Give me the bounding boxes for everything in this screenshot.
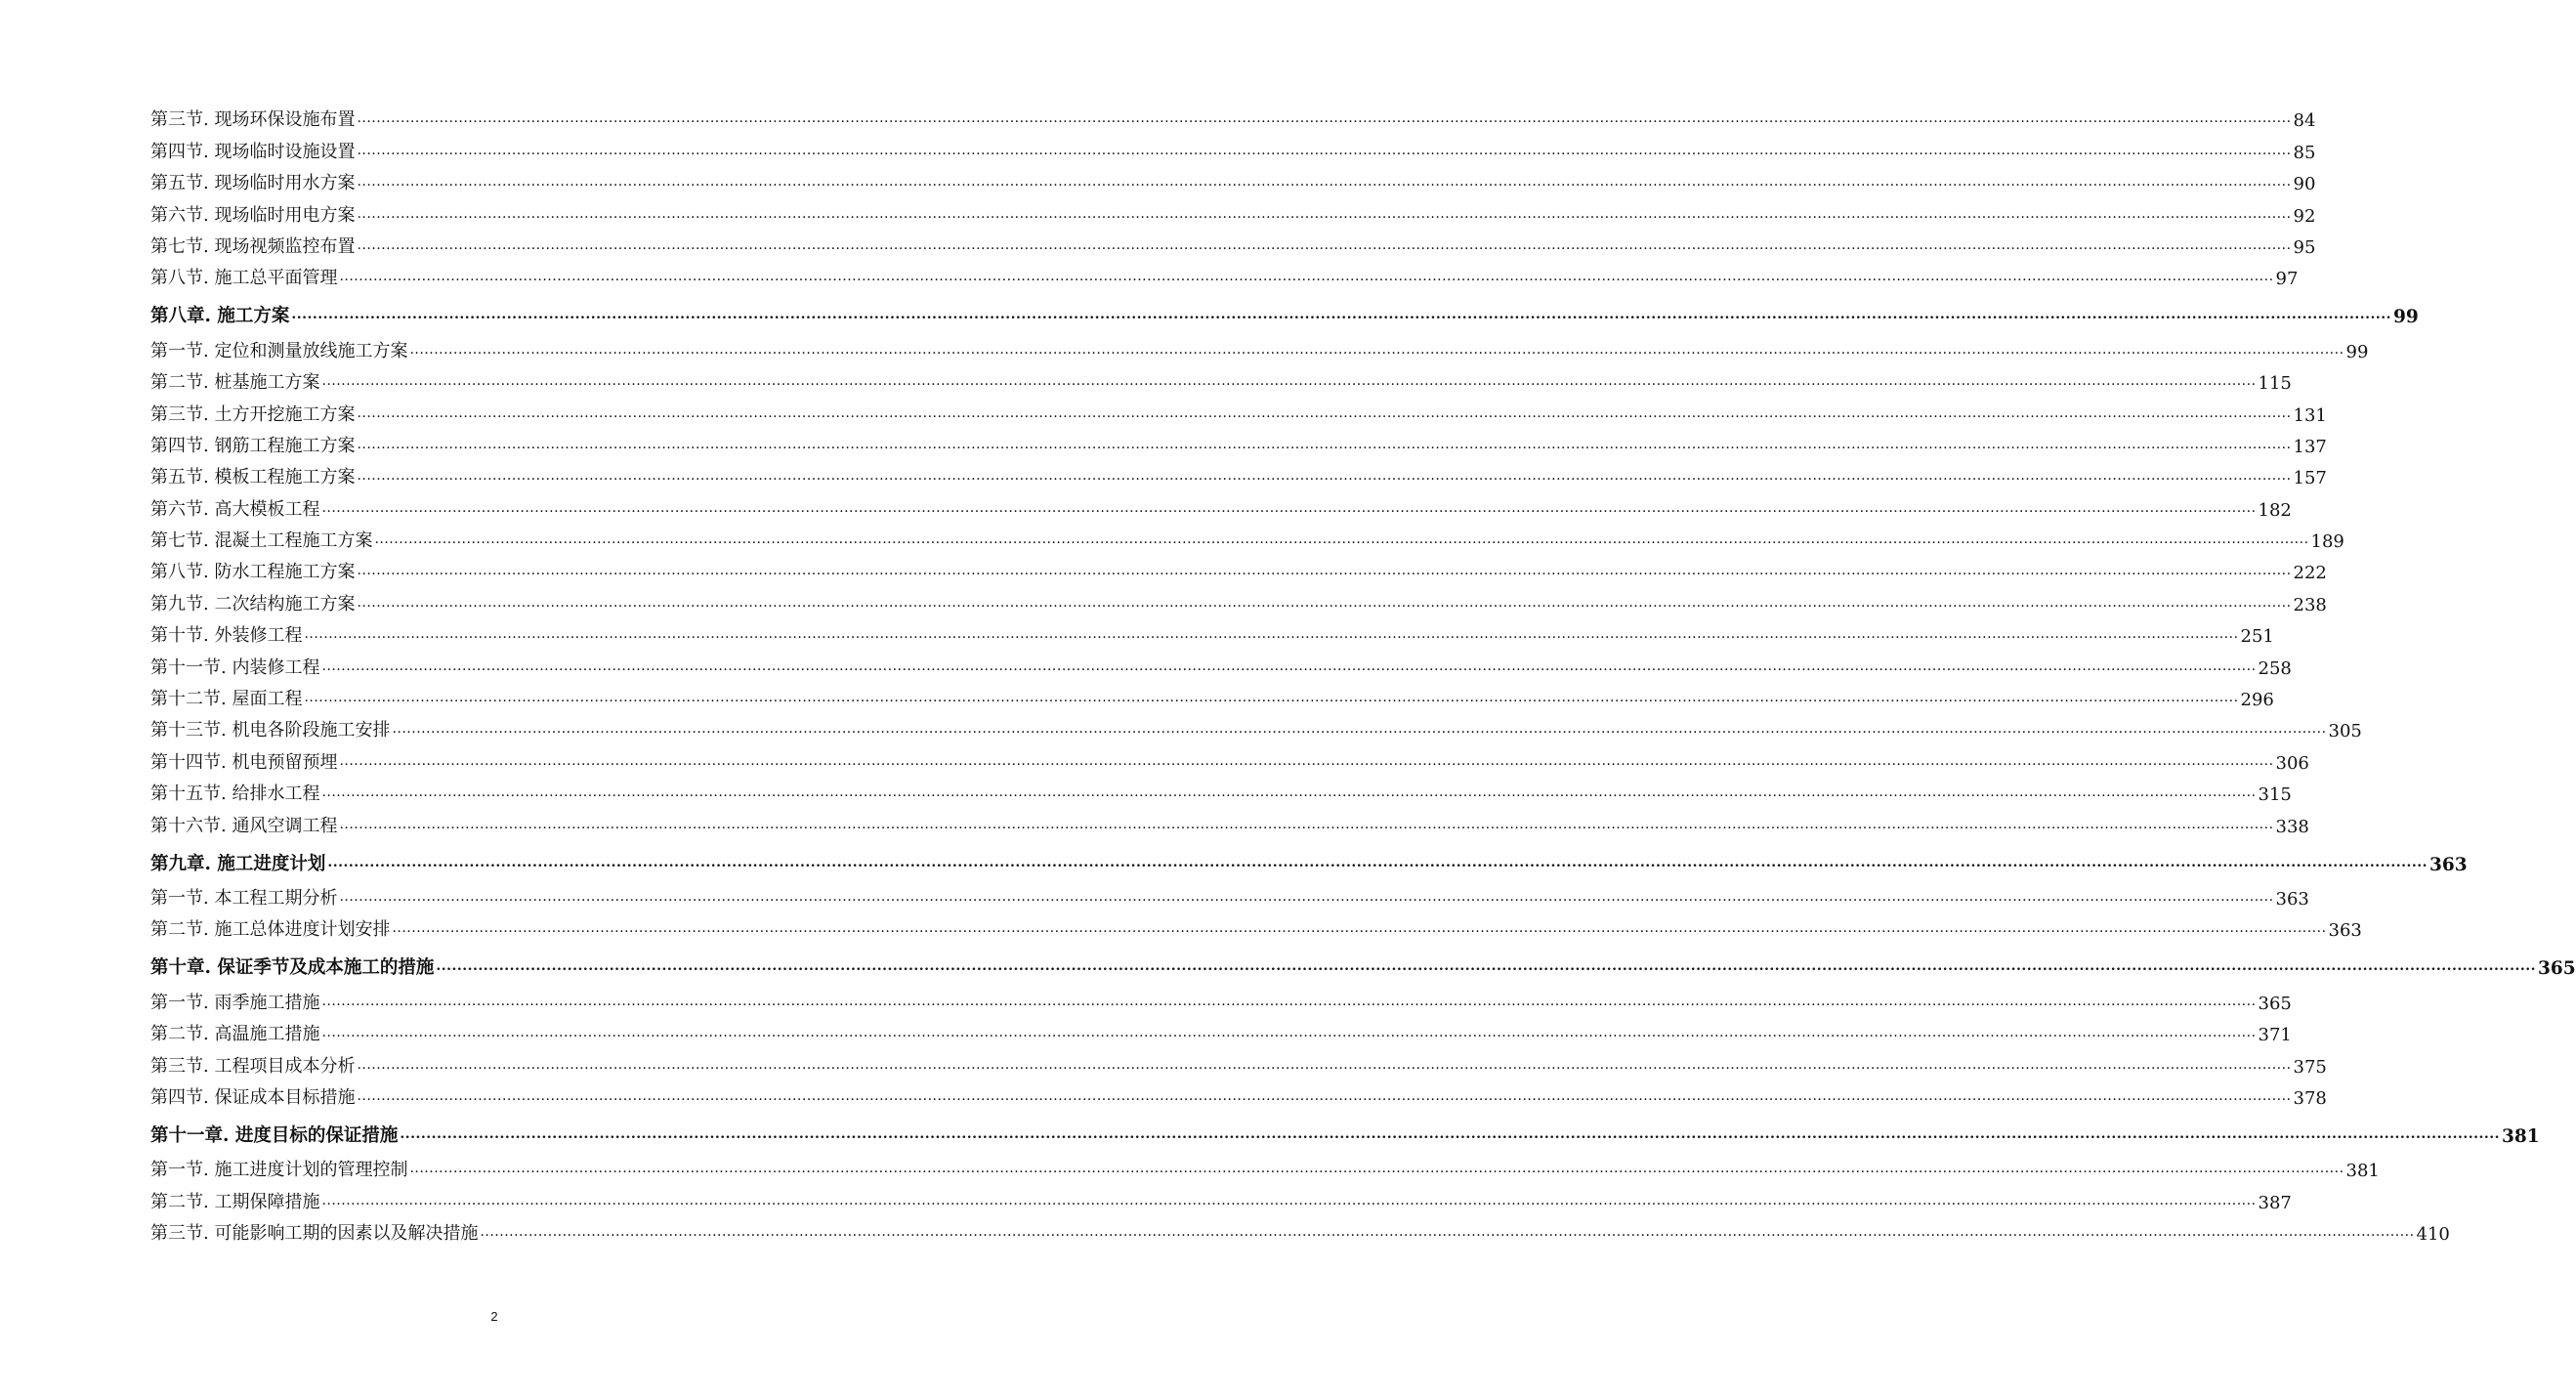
toc-entry-title: 第七节. 现场视频监控布置 bbox=[150, 235, 356, 257]
toc-section-entry[interactable] bbox=[150, 426, 2327, 457]
toc-entry-title: 第十节. 外装修工程 bbox=[150, 625, 303, 647]
toc-entry-title: 第三节. 土方开挖施工方案 bbox=[150, 403, 356, 425]
toc-entry-page: 378 bbox=[2293, 1087, 2327, 1109]
toc-entry-title: 第十二节. 屋面工程 bbox=[150, 689, 303, 710]
toc-leader-dots: ................................................................................................................................................................................................................................................................................................................................................................................................................ bbox=[392, 920, 2327, 937]
toc-entry-title: 第十一节. 内装修工程 bbox=[150, 657, 320, 678]
toc-leader-dots: ................................................................................................................................................................................................................................................................................................................................................................................................................ bbox=[291, 307, 2391, 323]
toc-section-entry[interactable] bbox=[150, 1078, 2327, 1109]
toc-chapter-entry[interactable] bbox=[150, 948, 2576, 980]
toc-entry-page: 85 bbox=[2293, 142, 2316, 163]
toc-entry-title: 第十章. 保证季节及成本施工的措施 bbox=[150, 957, 435, 979]
toc-leader-dots: ................................................................................................................................................................................................................................................................................................................................................................................................................ bbox=[339, 888, 2274, 905]
toc-entry-title: 第一节. 本工程工期分析 bbox=[150, 887, 338, 909]
toc-leader-dots: ................................................................................................................................................................................................................................................................................................................................................................................................................ bbox=[321, 784, 2257, 801]
toc-entry-page: 251 bbox=[2240, 626, 2274, 648]
toc-leader-dots: ................................................................................................................................................................................................................................................................................................................................................................................................................ bbox=[480, 1224, 2415, 1241]
toc-entry-title: 第十四节. 机电预留预埋 bbox=[150, 751, 338, 773]
toc-leader-dots: ................................................................................................................................................................................................................................................................................................................................................................................................................ bbox=[321, 993, 2257, 1009]
toc-section-entry[interactable] bbox=[150, 521, 2344, 553]
toc-entry-page: 99 bbox=[2345, 341, 2369, 362]
toc-section-entry[interactable] bbox=[150, 615, 2274, 648]
toc-entry-title: 第十六节. 通风空调工程 bbox=[150, 815, 338, 836]
toc-entry-title: 第二节. 施工总体进度计划安排 bbox=[150, 919, 391, 941]
toc-leader-dots: ................................................................................................................................................................................................................................................................................................................................................................................................................ bbox=[357, 142, 2292, 158]
toc-section-entry[interactable] bbox=[150, 258, 2299, 290]
toc-leader-dots: ................................................................................................................................................................................................................................................................................................................................................................................................................ bbox=[339, 269, 2274, 285]
toc-entry-page: 258 bbox=[2258, 657, 2292, 679]
toc-entry-title: 第三节. 工程项目成本分析 bbox=[150, 1055, 356, 1077]
toc-entry-page: 115 bbox=[2258, 373, 2292, 395]
toc-entry-title: 第九章. 施工进度计划 bbox=[150, 853, 326, 874]
toc-entry-page: 137 bbox=[2293, 436, 2327, 457]
toc-entry-title: 第十五节. 给排水工程 bbox=[150, 784, 320, 805]
toc-leader-dots: ................................................................................................................................................................................................................................................................................................................................................................................................................ bbox=[357, 468, 2292, 485]
toc-entry-page: 338 bbox=[2275, 816, 2309, 837]
toc-chapter-entry[interactable] bbox=[150, 296, 2419, 328]
toc-leader-dots: ................................................................................................................................................................................................................................................................................................................................................................................................................ bbox=[327, 854, 2428, 870]
toc-leader-dots: ................................................................................................................................................................................................................................................................................................................................................................................................................ bbox=[374, 531, 2309, 548]
toc-entry-page: 363 bbox=[2275, 888, 2309, 910]
toc-entry-title: 第七节. 混凝土工程施工方案 bbox=[150, 530, 373, 552]
toc-section-entry[interactable] bbox=[150, 457, 2327, 489]
toc-section-entry[interactable] bbox=[150, 878, 2309, 910]
toc-section-entry[interactable] bbox=[150, 1213, 2450, 1246]
toc-section-entry[interactable] bbox=[150, 100, 2316, 132]
toc-entry-page: 381 bbox=[2345, 1161, 2380, 1182]
toc-entry-page: 296 bbox=[2240, 690, 2274, 711]
toc-chapter-entry[interactable] bbox=[150, 1116, 2540, 1147]
toc-leader-dots: ................................................................................................................................................................................................................................................................................................................................................................................................................ bbox=[400, 1125, 2500, 1142]
toc-entry-page: 189 bbox=[2310, 531, 2344, 553]
toc-section-entry[interactable] bbox=[150, 488, 2292, 521]
toc-entry-page: 387 bbox=[2258, 1192, 2292, 1213]
page-number: 2 bbox=[490, 1309, 498, 1324]
toc-chapter-entry[interactable] bbox=[150, 844, 2468, 875]
toc-entry-title: 第五节. 模板工程施工方案 bbox=[150, 467, 356, 488]
toc-section-entry[interactable] bbox=[150, 131, 2316, 163]
toc-entry-title: 第二节. 工期保障措施 bbox=[150, 1191, 320, 1212]
toc-section-entry[interactable] bbox=[150, 163, 2316, 195]
toc-entry-title: 第六节. 现场临时用电方案 bbox=[150, 204, 356, 226]
toc-leader-dots: ................................................................................................................................................................................................................................................................................................................................................................................................................ bbox=[436, 958, 2536, 975]
toc-section-entry[interactable] bbox=[150, 330, 2369, 362]
toc-section-entry[interactable] bbox=[150, 982, 2292, 1014]
toc-entry-title: 第一节. 施工进度计划的管理控制 bbox=[150, 1160, 408, 1181]
toc-entry-page: 363 bbox=[2429, 854, 2468, 875]
toc-section-entry[interactable] bbox=[150, 910, 2362, 942]
toc-entry-title: 第二节. 高温施工措施 bbox=[150, 1024, 320, 1045]
toc-entry-title: 第九节. 二次结构施工方案 bbox=[150, 593, 356, 614]
toc-entry-title: 第五节. 现场临时用水方案 bbox=[150, 173, 356, 194]
toc-entry-page: 375 bbox=[2293, 1056, 2327, 1078]
toc-entry-page: 371 bbox=[2258, 1025, 2292, 1046]
toc-section-entry[interactable] bbox=[150, 710, 2362, 742]
toc-entry-page: 410 bbox=[2416, 1224, 2450, 1246]
toc-entry-title: 第八节. 施工总平面管理 bbox=[150, 268, 338, 289]
toc-entry-page: 238 bbox=[2293, 594, 2327, 615]
toc-entry-page: 365 bbox=[2538, 958, 2576, 980]
toc-leader-dots: ................................................................................................................................................................................................................................................................................................................................................................................................................ bbox=[409, 1161, 2344, 1177]
toc-section-entry[interactable] bbox=[150, 583, 2327, 615]
toc-leader-dots: ................................................................................................................................................................................................................................................................................................................................................................................................................ bbox=[321, 657, 2257, 674]
toc-entry-title: 第二节. 桩基施工方案 bbox=[150, 372, 320, 394]
toc-leader-dots: ................................................................................................................................................................................................................................................................................................................................................................................................................ bbox=[321, 1192, 2257, 1208]
toc-entry-page: 97 bbox=[2275, 269, 2299, 290]
toc-leader-dots: ................................................................................................................................................................................................................................................................................................................................................................................................................ bbox=[339, 816, 2274, 832]
toc-leader-dots: ................................................................................................................................................................................................................................................................................................................................................................................................................ bbox=[304, 690, 2239, 706]
toc-section-entry[interactable] bbox=[150, 227, 2316, 258]
toc-leader-dots: ................................................................................................................................................................................................................................................................................................................................................................................................................ bbox=[357, 1056, 2292, 1073]
toc-leader-dots: ................................................................................................................................................................................................................................................................................................................................................................................................................ bbox=[321, 499, 2257, 516]
toc-entry-page: 90 bbox=[2293, 174, 2316, 195]
toc-leader-dots: ................................................................................................................................................................................................................................................................................................................................................................................................................ bbox=[409, 341, 2344, 358]
toc-section-entry[interactable] bbox=[150, 1045, 2327, 1078]
toc-section-entry[interactable] bbox=[150, 1014, 2292, 1046]
toc-entry-page: 92 bbox=[2293, 205, 2316, 227]
toc-entry-title: 第三节. 现场环保设施布置 bbox=[150, 109, 356, 131]
toc-leader-dots: ................................................................................................................................................................................................................................................................................................................................................................................................................ bbox=[321, 373, 2257, 390]
toc-leader-dots: ................................................................................................................................................................................................................................................................................................................................................................................................................ bbox=[357, 1087, 2292, 1104]
toc-section-entry[interactable] bbox=[150, 1150, 2380, 1182]
toc-leader-dots: ................................................................................................................................................................................................................................................................................................................................................................................................................ bbox=[321, 1025, 2257, 1041]
toc-section-entry[interactable] bbox=[150, 741, 2309, 774]
toc-entry-page: 305 bbox=[2328, 721, 2362, 742]
toc-leader-dots: ................................................................................................................................................................................................................................................................................................................................................................................................................ bbox=[357, 110, 2292, 127]
toc-entry-page: 381 bbox=[2502, 1125, 2540, 1147]
toc-entry-page: 365 bbox=[2258, 993, 2292, 1014]
toc-section-entry[interactable] bbox=[150, 647, 2292, 679]
toc-entry-title: 第四节. 保证成本目标措施 bbox=[150, 1086, 356, 1108]
toc-leader-dots: ................................................................................................................................................................................................................................................................................................................................................................................................................ bbox=[392, 721, 2327, 738]
toc-leader-dots: ................................................................................................................................................................................................................................................................................................................................................................................................................ bbox=[357, 236, 2292, 253]
toc-leader-dots: ................................................................................................................................................................................................................................................................................................................................................................................................................ bbox=[357, 404, 2292, 421]
toc-section-entry[interactable] bbox=[150, 774, 2292, 806]
toc-entry-page: 157 bbox=[2293, 468, 2327, 489]
toc-entry-page: 99 bbox=[2393, 307, 2419, 328]
toc-entry-page: 131 bbox=[2293, 404, 2327, 426]
toc-entry-page: 306 bbox=[2275, 752, 2309, 774]
toc-leader-dots: ................................................................................................................................................................................................................................................................................................................................................................................................................ bbox=[357, 436, 2292, 452]
toc-entry-title: 第十一章. 进度目标的保证措施 bbox=[150, 1124, 399, 1146]
toc-entry-title: 第四节. 现场临时设施设置 bbox=[150, 141, 356, 162]
toc-entry-page: 95 bbox=[2293, 236, 2316, 258]
toc-leader-dots: ................................................................................................................................................................................................................................................................................................................................................................................................................ bbox=[357, 205, 2292, 222]
toc-entry-page: 315 bbox=[2258, 784, 2292, 806]
toc-entry-title: 第十三节. 机电各阶段施工安排 bbox=[150, 720, 391, 741]
toc-section-entry[interactable] bbox=[150, 1181, 2292, 1213]
toc-entry-page: 363 bbox=[2328, 920, 2362, 942]
toc-entry-title: 第一节. 定位和测量放线施工方案 bbox=[150, 340, 408, 361]
toc-section-entry[interactable] bbox=[150, 394, 2327, 426]
toc-entry-page: 182 bbox=[2258, 499, 2292, 521]
toc-section-entry[interactable] bbox=[150, 679, 2274, 711]
toc-leader-dots: ................................................................................................................................................................................................................................................................................................................................................................................................................ bbox=[357, 563, 2292, 579]
toc-section-entry[interactable] bbox=[150, 194, 2316, 227]
toc-leader-dots: ................................................................................................................................................................................................................................................................................................................................................................................................................ bbox=[304, 626, 2239, 643]
toc-entry-title: 第一节. 雨季施工措施 bbox=[150, 992, 320, 1013]
toc-section-entry[interactable] bbox=[150, 552, 2327, 584]
toc-entry-title: 第八章. 施工方案 bbox=[150, 306, 290, 327]
toc-entry-title: 第三节. 可能影响工期的因素以及解决措施 bbox=[150, 1223, 479, 1245]
toc-section-entry[interactable] bbox=[150, 362, 2292, 395]
toc-entry-title: 第六节. 高大模板工程 bbox=[150, 498, 320, 520]
toc-leader-dots: ................................................................................................................................................................................................................................................................................................................................................................................................................ bbox=[357, 174, 2292, 191]
toc-leader-dots: ................................................................................................................................................................................................................................................................................................................................................................................................................ bbox=[339, 752, 2274, 769]
toc-section-entry[interactable] bbox=[150, 805, 2309, 837]
toc-entry-page: 84 bbox=[2293, 110, 2316, 132]
toc-entry-page: 222 bbox=[2293, 563, 2327, 584]
table-of-contents bbox=[150, 100, 2576, 1246]
toc-entry-title: 第四节. 钢筋工程施工方案 bbox=[150, 435, 356, 456]
toc-entry-title: 第八节. 防水工程施工方案 bbox=[150, 562, 356, 583]
toc-leader-dots: ................................................................................................................................................................................................................................................................................................................................................................................................................ bbox=[357, 594, 2292, 611]
